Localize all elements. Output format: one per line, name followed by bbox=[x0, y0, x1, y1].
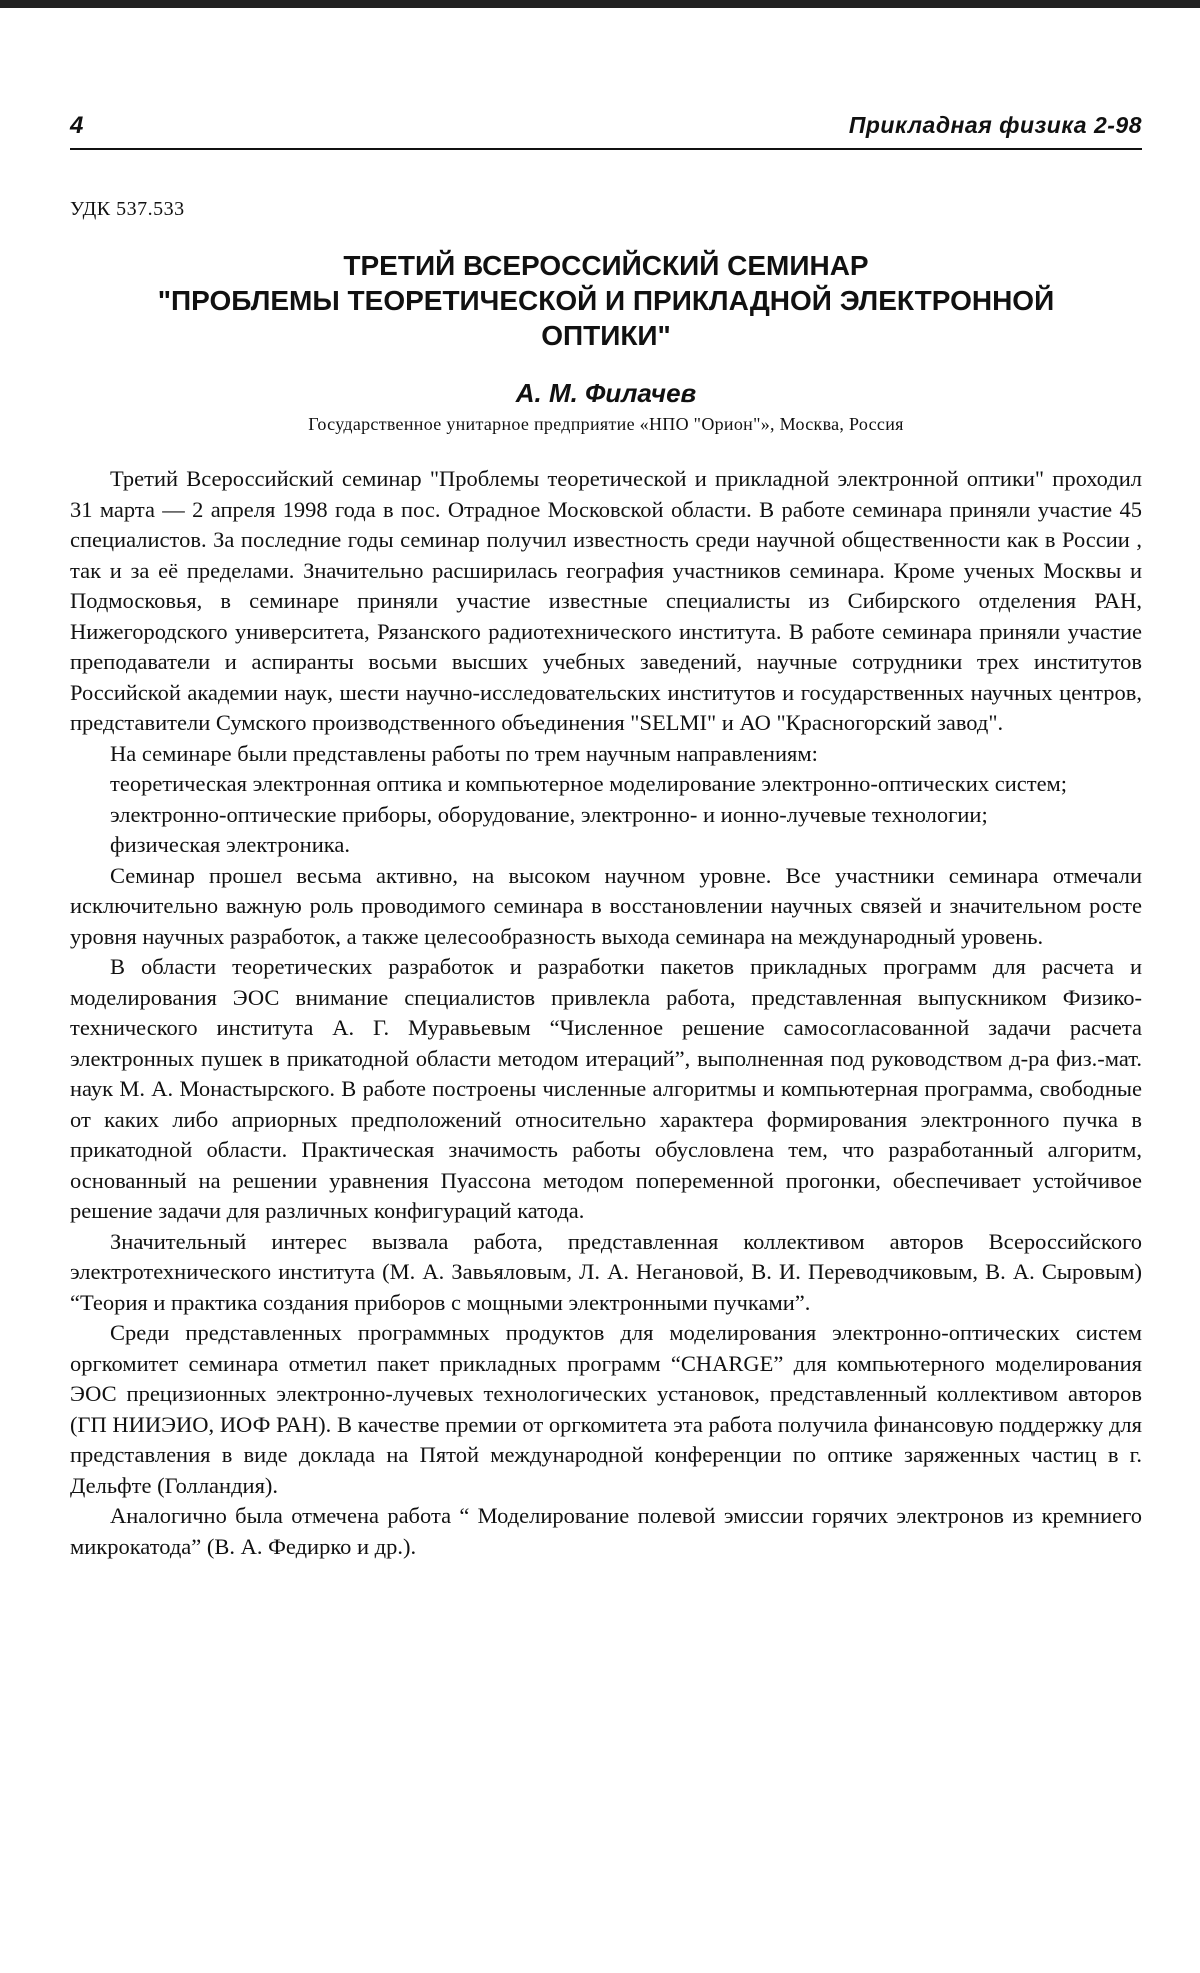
direction-item-3: физическая электроника. bbox=[110, 832, 350, 857]
article-title bbox=[70, 248, 1142, 353]
direction-item-1: теоретическая электронная оптика и компьютерное моделирование электронно-оптических систем; bbox=[110, 771, 1068, 796]
page-number: 4 bbox=[70, 112, 84, 139]
running-header bbox=[70, 108, 1142, 150]
paragraph-intro: Третий Всероссийский семинар "Проблемы теоретической и прикладной электронной оптики" проходил 31 марта — 2 апреля 1998 года в пос. Отрадное Московской области. В работе семинара приняли участие 45 специалистов. За последние годы семинар получил известность среди научной общественности как в России , так и за её пределами. Значительно расширилась география участников семинара. Кроме ученых Москвы и Подмосковья, в семинаре приняли участие известные специалисты из Сибирского отделения РАН, Нижегородского университета, Рязанского радиотехнического института. В работе семинара приняли участие преподаватели и аспиранты восьми высших учебных заведений, научные сотрудники трех институтов Российской академии наук, шести научно-исследовательских институтов и государственных научных центров, представители Сумского производственного объединения "SELMI" и АО "Красногорский завод". bbox=[70, 466, 1142, 735]
title-line-3: ОПТИКИ" bbox=[541, 320, 671, 351]
udk-code: УДК 537.533 bbox=[70, 198, 185, 220]
paragraph-vei-work: Значительный интерес вызвала работа, представленная коллективом авторов Всероссийского электротехнического института (М. А. Завьяловым, Л. А. Негановой, В. И. Переводчиковым, В. А. Сыровым) “Теория и практика создания приборов с мощными электронными пучками”. bbox=[70, 1228, 1142, 1315]
journal-title: Прикладная физика 2-98 bbox=[848, 112, 1142, 138]
paragraph-theory-work: В области теоретических разработок и разработки пакетов прикладных программ для расчета и моделирования ЭОС внимание специалистов привлекла работа, представленная выпускником Физико-технического института А. Г. Муравьевым “Численное решение самосогласованной задачи расчета электронных пушек в прикатодной области методом итераций”, выполненная под руководством д-ра физ.-мат. наук М. А. Монастырского. В работе построены численные алгоритмы и компьютерная программа, свободные от каких либо априорных предположений относительно характера формирования электронного пучка в прикатодной области. Практическая значимость работы обусловлена тем, что разработанный алгоритм, основанный на решении уравнения Пуассона методом попеременной прогонки, обеспечивает устойчивое решение задачи для различных конфигураций катода. bbox=[70, 954, 1142, 1223]
direction-item-2: электронно-оптические приборы, оборудование, электронно- и ионно-лучевые технологии; bbox=[110, 801, 988, 827]
scan-top-edge bbox=[0, 0, 1200, 8]
paragraph-seminar-level: Семинар прошел весьма активно, на высоком научном уровне. Все участники семинара отмечали исключительно важную роль проводимого семинара в восстановлении научных связей и значительном росте уровня научных разработок, а также целесообразность выхода семинара на международный уровень. bbox=[70, 862, 1142, 949]
title-line-2: "ПРОБЛЕМЫ ТЕОРЕТИЧЕСКОЙ И ПРИКЛАДНОЙ ЭЛЕКТРОННОЙ bbox=[157, 285, 1055, 316]
author-name: А. М. Филачев bbox=[515, 378, 697, 408]
paragraph-directions-lead: На семинаре были представлены работы по трем научным направлениям: bbox=[110, 740, 818, 766]
title-line-1: ТРЕТИЙ ВСЕРОССИЙСКИЙ СЕМИНАР bbox=[343, 250, 869, 281]
article-body bbox=[70, 464, 1142, 1562]
paragraph-charge-package: Среди представленных программных продуктов для моделирования электронно-оптических систем оргкомитет семинара отметил пакет прикладных программ “CHARGE” для компьютерного моделирования ЭОС прецизионных электронно-лучевых технологических установок, представленный коллективом авторов (ГП НИИЭИО, ИОФ РАН). В качестве премии от оргкомитета эта работа получила финансовую поддержку для представления в виде доклада на Пятой международной конференции по оптике заряженных частиц в г. Дельфте (Голландия). bbox=[70, 1320, 1142, 1498]
paragraph-field-emission: Аналогично была отмечена работа “ Моделирование полевой эмиссии горячих электронов из кремниего микрокатода” (В. А. Федирко и др.). bbox=[70, 1503, 1142, 1559]
author-affiliation: Государственное унитарное предприятие «НПО "Орион"», Москва, Россия bbox=[308, 414, 904, 434]
